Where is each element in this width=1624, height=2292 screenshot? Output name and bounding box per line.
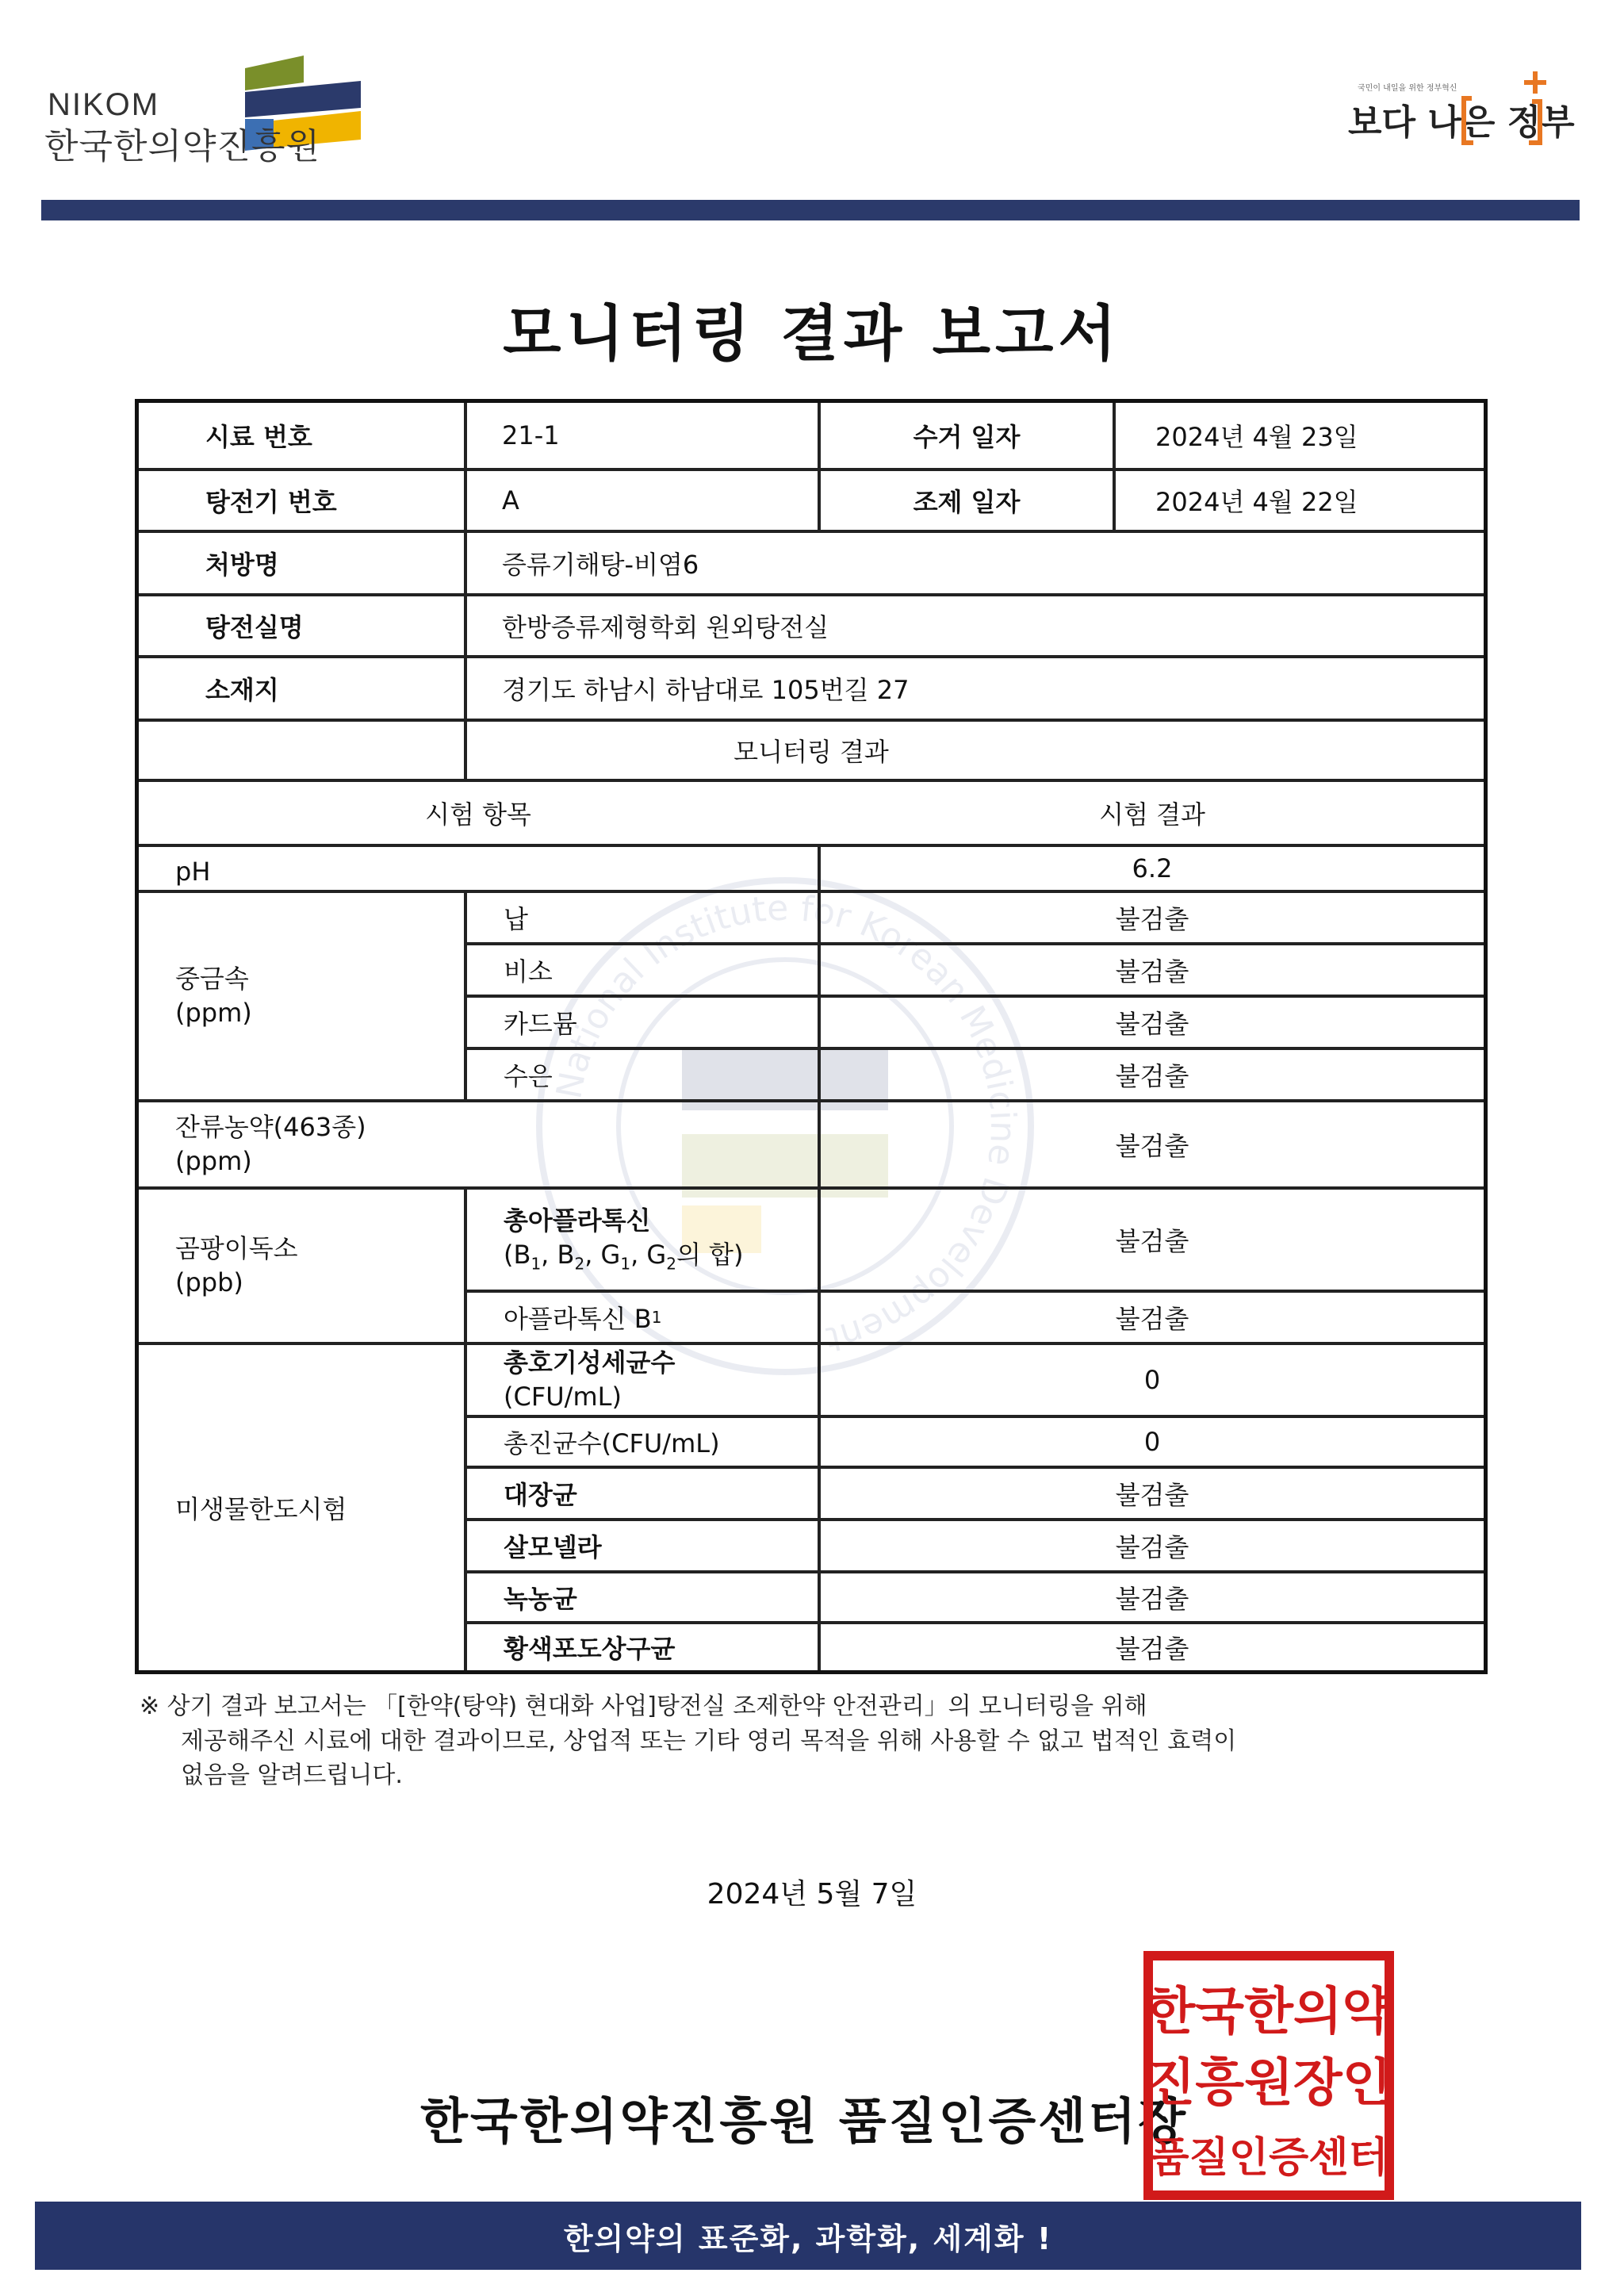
org-name-en: NIKOM xyxy=(48,87,160,122)
heavy-metal-result: 불검출 xyxy=(1115,1061,1189,1091)
micro-item-result: 불검출 xyxy=(1115,1584,1189,1614)
issue-date: 2024년 5월 7일 xyxy=(707,1878,917,1911)
org-name-ko: 한국한의약진흥원 xyxy=(44,126,321,167)
note-line: ※ 상기 결과 보고서는 「[한약(탕약) 현대화 사업]탕전실 조제한약 안전관리」의 모니터링을 위해 xyxy=(140,1692,1147,1720)
room-value: 한방증류제형학회 원외탕전실 xyxy=(502,612,829,642)
prescription-label: 처방명 xyxy=(205,550,279,580)
pesticide-label: 잔류농약(463종) xyxy=(175,1111,366,1142)
gov-logo-text: 보다 나은 정부 xyxy=(1348,102,1575,143)
receive-date-label: 수거 일자 xyxy=(913,422,1021,452)
micro-item-result: 0 xyxy=(1143,1365,1161,1395)
micro-item-name: 총진균수(CFU/mL) xyxy=(504,1428,720,1458)
micro-item-name: 총호기성세균수 (CFU/mL) xyxy=(504,1347,676,1412)
heavy-metal-name: 카드뮴 xyxy=(504,1009,577,1039)
heavy-metal-label: 중금속 xyxy=(175,963,249,994)
pesticide-group xyxy=(139,1102,818,1186)
heavy-metal-result: 불검출 xyxy=(1115,904,1189,934)
col-header-item: 시험 항목 xyxy=(425,799,531,830)
heavy-metal-name: 납 xyxy=(504,904,528,934)
receive-date-value: 2024년 4월 23일 xyxy=(1155,422,1358,452)
heavy-metal-group xyxy=(139,893,464,1099)
page-title: 모니터링 결과 보고서 xyxy=(503,298,1121,369)
decoction-no-value: A xyxy=(502,485,519,516)
sample-no-label: 시료 번호 xyxy=(205,422,312,452)
result-table xyxy=(135,399,1488,1674)
heavy-metal-unit: (ppm) xyxy=(175,998,252,1028)
micro-item-result: 불검출 xyxy=(1115,1532,1189,1562)
disclaimer-note xyxy=(140,1689,1488,1793)
heavy-metal-result: 불검출 xyxy=(1115,956,1189,987)
mycotoxin-label: 곰팡이독소 xyxy=(175,1232,298,1263)
room-label: 탕전실명 xyxy=(205,612,304,642)
svg-text:진흥원장인: 진흥원장인 xyxy=(1146,2053,1392,2113)
gov-logo-bracket-icon xyxy=(1456,67,1551,154)
footer-slogan-bar: 한의약의 표준화, 과학화, 세계화 ! xyxy=(35,2202,1581,2270)
aflatoxin-total-item xyxy=(467,1190,818,1290)
pesticide-result: 불검출 xyxy=(1115,1131,1189,1161)
decoction-no-label: 탕전기 번호 xyxy=(205,487,337,517)
micro-item-result: 불검출 xyxy=(1115,1480,1189,1510)
watermark-ring-text: National Institute for Korean Medicine Development xyxy=(549,887,1024,1360)
svg-text:한국한의약: 한국한의약 xyxy=(1146,1982,1392,2041)
sample-no-value: 21-1 xyxy=(502,420,560,450)
note-line: 없음을 알려드립니다. xyxy=(181,1761,403,1789)
mycotoxin-unit: (ppb) xyxy=(175,1267,243,1297)
heavy-metal-name: 비소 xyxy=(504,956,553,987)
ph-value: 6.2 xyxy=(1132,853,1173,883)
aflatoxin-b1-label: 아플라톡신 B 1 xyxy=(504,1304,662,1334)
heavy-metal-name: 수은 xyxy=(504,1061,553,1091)
note-line: 제공해주신 시료에 대한 결과이므로, 상업적 또는 기타 영리 목적을 위해 사용할 수 없고 법적인 효력이 xyxy=(181,1727,1237,1755)
prescription-value: 증류기해탕-비염6 xyxy=(502,550,699,580)
svg-text:품질인증센터: 품질인증센터 xyxy=(1149,2133,1388,2182)
monitoring-section-title: 모니터링 결과 xyxy=(733,737,889,767)
aflatoxin-total-result: 불검출 xyxy=(1115,1226,1189,1256)
header-divider-bar xyxy=(41,200,1580,220)
gov-slogan-small: 국민이 내일을 위한 정부혁신 xyxy=(1358,84,1457,93)
micro-item-name: 황색포도상구균 xyxy=(504,1634,676,1664)
heavy-metal-result: 불검출 xyxy=(1115,1009,1189,1039)
prep-date-value: 2024년 4월 22일 xyxy=(1155,487,1358,517)
ph-label: pH xyxy=(175,857,211,887)
aflatoxin-total-sublabel: ($B_1$, $B_2$, $G_1$, $G_2$의 합) xyxy=(504,1240,744,1274)
official-seal-stamp xyxy=(1142,1949,1396,2202)
micro-item-result: 0 xyxy=(1143,1427,1161,1457)
aflatoxin-b1-result: 불검출 xyxy=(1115,1304,1189,1334)
micro-item-result: 불검출 xyxy=(1115,1634,1189,1664)
microbial-label: 미생물한도시험 xyxy=(175,1494,347,1524)
address-value: 경기도 하남시 하남대로 105번길 27 xyxy=(502,675,910,705)
col-header-result: 시험 결과 xyxy=(1099,799,1205,830)
address-label: 소재지 xyxy=(205,675,279,705)
micro-item-name: 대장균 xyxy=(504,1480,577,1510)
prep-date-label: 조제 일자 xyxy=(913,487,1021,517)
issuer-name: 한국한의약진흥원 품질인증센터장 xyxy=(420,2092,1188,2150)
pesticide-unit: (ppm) xyxy=(175,1146,252,1176)
aflatoxin-total-label: 총아플라톡신 xyxy=(504,1205,651,1236)
micro-item-name: 살모넬라 xyxy=(504,1532,602,1562)
mycotoxin-group xyxy=(139,1190,464,1342)
micro-item-name: 녹농균 xyxy=(504,1584,577,1614)
